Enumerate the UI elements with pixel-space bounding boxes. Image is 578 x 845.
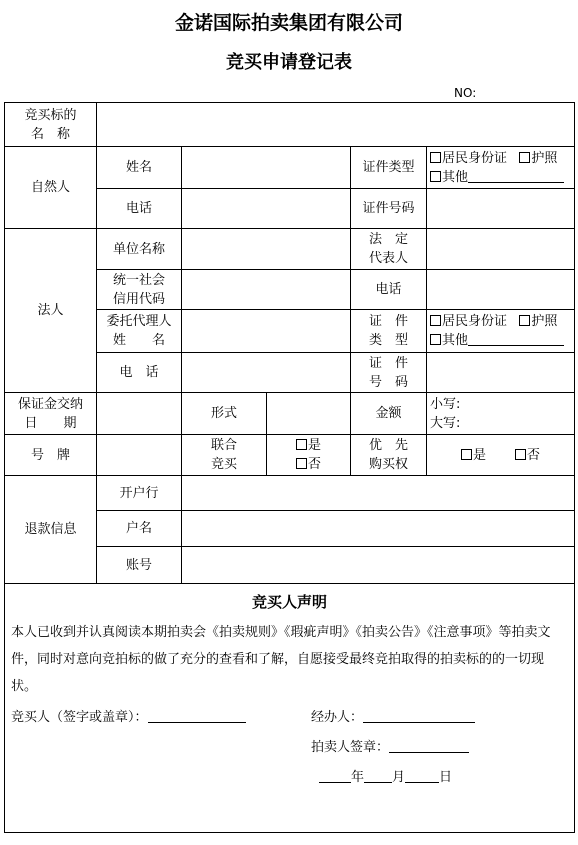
- agent-phone-field[interactable]: [182, 353, 351, 393]
- payment-form-field[interactable]: [267, 393, 351, 435]
- natural-phone-field[interactable]: [182, 189, 351, 229]
- agent-id-number-field[interactable]: [427, 353, 575, 393]
- deposit-date-label: 保证金交纳 日 期: [5, 393, 97, 435]
- checkbox-resident-id[interactable]: [430, 315, 441, 326]
- amount-label: 金额: [351, 393, 427, 435]
- checkbox-passport[interactable]: [519, 152, 530, 163]
- handler-signature-blank[interactable]: [363, 722, 475, 723]
- legal-phone-label: 电话: [351, 270, 427, 310]
- legal-person-label: 法人: [5, 229, 97, 393]
- natural-id-number-field[interactable]: [427, 189, 575, 229]
- checkbox-resident-id[interactable]: [430, 152, 441, 163]
- credit-code-label: 统一社会 信用代码: [97, 270, 182, 310]
- account-number-field[interactable]: [182, 547, 575, 584]
- agent-name-field[interactable]: [182, 310, 351, 353]
- natural-phone-label: 电话: [97, 189, 182, 229]
- lot-name-field[interactable]: [97, 103, 575, 147]
- handler-signature: 经办人：: [311, 708, 475, 727]
- paddle-field[interactable]: [97, 435, 182, 476]
- credit-code-field[interactable]: [182, 270, 351, 310]
- bidder-signature-blank[interactable]: [148, 722, 246, 723]
- agent-id-number-label: 证 件 号 码: [351, 353, 427, 393]
- natural-name-label: 姓名: [97, 147, 182, 189]
- declaration-body: 本人已收到并认真阅读本期拍卖会《拍卖规则》《瑕疵声明》《拍卖公告》《注意事项》等拍卖文件，同时对意向竞拍标的做了充分的查看和了解，自愿接受最终竞拍取得的拍卖标的的一切现状。: [11, 625, 551, 694]
- payment-form-label: 形式: [182, 393, 267, 435]
- year-blank[interactable]: [319, 782, 351, 783]
- refund-info-label: 退款信息: [5, 476, 97, 584]
- registration-form: [4, 102, 575, 833]
- declaration-title: 竞买人声明: [252, 593, 328, 611]
- deposit-date-field[interactable]: [97, 393, 182, 435]
- natural-id-type-label: 证件类型: [351, 147, 427, 189]
- amount-field[interactable]: 小写: 大写:: [427, 393, 575, 435]
- company-title: 金诺国际拍卖集团有限公司: [174, 12, 403, 34]
- company-name-label: 单位名称: [97, 229, 182, 270]
- signature-area: [11, 700, 568, 820]
- signature-date: 年 月 日: [319, 768, 452, 787]
- joint-bid-options: 是 否: [267, 435, 351, 476]
- natural-person-label: 自然人: [5, 147, 97, 229]
- bidder-signature: 竞买人（签字或盖章）：: [11, 708, 246, 727]
- declaration-section: [5, 584, 575, 833]
- lot-name-label: 竞买标的 名 称: [5, 103, 97, 147]
- auctioneer-signature-blank[interactable]: [389, 752, 469, 753]
- auctioneer-signature: 拍卖人签章：: [311, 738, 469, 757]
- bank-field[interactable]: [182, 476, 575, 511]
- account-number-label: 账号: [97, 547, 182, 584]
- legal-rep-label: 法 定 代表人: [351, 229, 427, 270]
- priority-options: 是 否: [427, 435, 575, 476]
- other-id-blank[interactable]: [468, 345, 564, 346]
- paddle-label: 号 牌: [5, 435, 97, 476]
- company-name-field[interactable]: [182, 229, 351, 270]
- checkbox-priority-no[interactable]: [515, 449, 526, 460]
- legal-rep-field[interactable]: [427, 229, 575, 270]
- natural-id-number-label: 证件号码: [351, 189, 427, 229]
- priority-label: 优 先 购买权: [351, 435, 427, 476]
- checkbox-passport[interactable]: [519, 315, 530, 326]
- agent-id-type-options: 居民身份证 护照 其他: [427, 310, 575, 353]
- checkbox-priority-yes[interactable]: [461, 449, 472, 460]
- serial-number-label: NO:: [454, 86, 477, 100]
- agent-id-type-label: 证 件 类 型: [351, 310, 427, 353]
- bank-label: 开户行: [97, 476, 182, 511]
- account-name-field[interactable]: [182, 511, 575, 547]
- checkbox-other[interactable]: [430, 334, 441, 345]
- natural-id-type-options: 居民身份证 护照 其他: [427, 147, 575, 189]
- legal-phone-field[interactable]: [427, 270, 575, 310]
- joint-bid-label: 联合 竞买: [182, 435, 267, 476]
- checkbox-other[interactable]: [430, 171, 441, 182]
- agent-phone-label: 电 话: [97, 353, 182, 393]
- natural-name-field[interactable]: [182, 147, 351, 189]
- checkbox-joint-yes[interactable]: [296, 439, 307, 450]
- checkbox-joint-no[interactable]: [296, 458, 307, 469]
- day-blank[interactable]: [405, 782, 439, 783]
- other-id-blank[interactable]: [468, 182, 564, 183]
- month-blank[interactable]: [364, 782, 392, 783]
- account-name-label: 户名: [97, 511, 182, 547]
- agent-name-label: 委托代理人 姓 名: [97, 310, 182, 353]
- form-title: 竞买申请登记表: [226, 52, 352, 73]
